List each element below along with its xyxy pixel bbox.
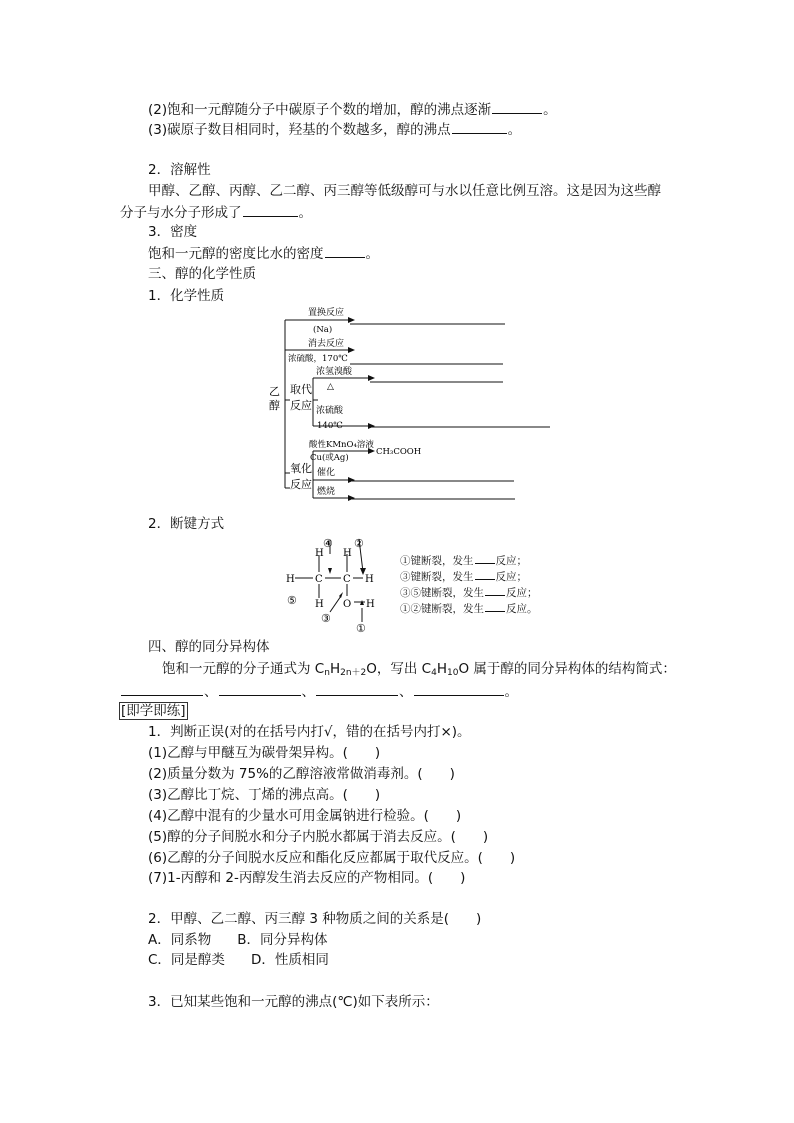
- root-char-2: 醇: [269, 399, 280, 412]
- practice-q1: 1．判断正误(对的在括号内打√，错的在括号内打×)。: [148, 724, 471, 740]
- practice-q2-options-row-1: [148, 931, 328, 949]
- practice-q1-item: (6)乙醇的分子间脱水反应和酯化反应都属于取代反应。( ): [148, 850, 516, 866]
- root-char-1: 乙: [269, 385, 280, 398]
- practice-q2: 2．甲醇、乙二醇、丙三醇 3 种物质之间的关系是( ): [148, 911, 482, 927]
- atom-h: H: [286, 574, 295, 585]
- label-displacement: 置换反应: [308, 308, 345, 318]
- atom-h: H: [315, 548, 324, 559]
- practice-q1-item: (7)1-丙醇和 2-丙醇发生消去反应的产物相同。( ): [148, 870, 466, 886]
- chem-props-heading: 三、醇的化学性质: [148, 266, 256, 282]
- practice-q1-item: (4)乙醇中混有的少量水可用金属钠进行检验。( ): [148, 808, 462, 824]
- label-ch3cooh: CH₃COOH: [376, 447, 422, 457]
- practice-q1-item: (2)质量分数为 75%的乙醇溶液常做消毒剂。( ): [148, 766, 455, 782]
- label-hbr: 浓氢溴酸: [316, 367, 353, 377]
- option-c: C．同是醇类: [148, 952, 225, 968]
- atom-h: H: [365, 574, 374, 585]
- label-combustion: 燃烧: [317, 487, 336, 497]
- bond-number-1: ①: [356, 622, 366, 634]
- atom-h: H: [315, 599, 324, 610]
- atom-h: H: [343, 548, 352, 559]
- option-d: D．性质相同: [250, 952, 329, 968]
- chem-props-sub2: 2．断键方式: [148, 516, 225, 532]
- practice-q1-item: (1)乙醇与甲醚互为碳骨架异构。( ): [148, 745, 381, 761]
- answer-blank[interactable]: [316, 682, 398, 696]
- answer-blank[interactable]: [121, 682, 203, 696]
- answer-blank[interactable]: [475, 570, 495, 580]
- label-kmno4: 酸性KMnO₄溶液: [309, 440, 374, 450]
- option-a: A．同系物: [148, 932, 212, 948]
- answer-blank[interactable]: [485, 602, 505, 612]
- bond-number-5: ⑤: [287, 594, 297, 607]
- label-140c: 140℃: [317, 421, 343, 431]
- label-h2so4: 浓硫酸: [316, 406, 344, 416]
- bond-line-3: ③⑤键断裂，发生 反应；: [400, 587, 538, 599]
- label-oxidation-2: 反应: [290, 478, 312, 491]
- option-b: B．同分异构体: [237, 932, 328, 948]
- label-oxidation-1: 氧化: [290, 462, 312, 475]
- label-catalytic: 催化: [317, 468, 336, 478]
- density-heading: 3．密度: [148, 224, 198, 240]
- solubility-text-1: 甲醇、乙醇、丙醇、乙二醇、丙三醇等低级醇可与水以任意比例互溶。这是因为这些醇: [148, 183, 661, 199]
- label-elim-cond: 浓硫酸，170℃: [288, 354, 348, 364]
- practice-q3: 3．已知某些饱和一元醇的沸点(℃)如下表所示：: [148, 994, 439, 1010]
- answer-blank[interactable]: [452, 120, 507, 134]
- label-cuag: Cu(或Ag): [310, 453, 349, 463]
- bond-line-2: ③键断裂，发生 反应；: [400, 571, 527, 583]
- atom-c: C: [315, 574, 323, 585]
- isomers-text: 饱和一元醇的分子通式为 $C_nH_{2n+2}O$，写出 $C_4H_{10}O$ 属于醇的同分异构体的结构简式：: [162, 661, 676, 678]
- solubility-text-2: 分子与水分子形成了 。: [120, 205, 312, 221]
- boiling-point-line-2: (2)饱和一元醇随分子中碳原子个数的增加，醇的沸点逐渐 。: [148, 102, 557, 118]
- answer-blank[interactable]: [243, 203, 298, 217]
- label-substitution-1: 取代: [290, 383, 312, 396]
- answer-blank[interactable]: [414, 682, 504, 696]
- label-delta: △: [327, 382, 334, 392]
- practice-q1-item: (3)乙醇比丁烷、丁烯的沸点高。( ): [148, 787, 381, 803]
- answer-blank[interactable]: [219, 682, 301, 696]
- isomers-blanks: 、 、 、 。: [120, 682, 518, 701]
- answer-blank[interactable]: [485, 586, 505, 596]
- practice-q2-options-row-2: [148, 951, 329, 969]
- ethanol-bond-structure: [283, 534, 383, 634]
- bond-line-4: ①②键断裂，发生 反应。: [400, 603, 538, 615]
- label-na: (Na): [313, 325, 333, 335]
- atom-o: O: [343, 599, 352, 610]
- isomers-heading: 四、醇的同分异构体: [148, 639, 270, 655]
- practice-q1-item: (5)醇的分子间脱水和分子内脱水都属于消去反应。( ): [148, 829, 489, 845]
- answer-blank[interactable]: [492, 100, 542, 114]
- chem-props-sub1: 1．化学性质: [148, 288, 225, 304]
- bond-number-4: ④: [323, 537, 333, 550]
- bond-number-3: ③: [321, 612, 331, 625]
- atom-c: C: [343, 574, 351, 585]
- bond-line-1: ①键断裂，发生 反应；: [400, 555, 527, 567]
- boiling-point-line-3: (3)碳原子数目相同时，羟基的个数越多，醇的沸点 。: [148, 122, 522, 138]
- label-substitution-2: 反应: [290, 399, 312, 412]
- atom-h: H: [366, 599, 375, 610]
- practice-box-label: [即学即练]: [121, 703, 186, 719]
- label-elimination: 消去反应: [308, 339, 345, 349]
- solubility-heading: 2．溶解性: [148, 162, 211, 178]
- answer-blank[interactable]: [325, 244, 365, 258]
- answer-blank[interactable]: [475, 554, 495, 564]
- bond-number-2: ②: [354, 537, 364, 550]
- ethanol-reaction-diagram: [260, 303, 560, 503]
- density-text: 饱和一元醇的密度比水的密度 。: [148, 246, 379, 262]
